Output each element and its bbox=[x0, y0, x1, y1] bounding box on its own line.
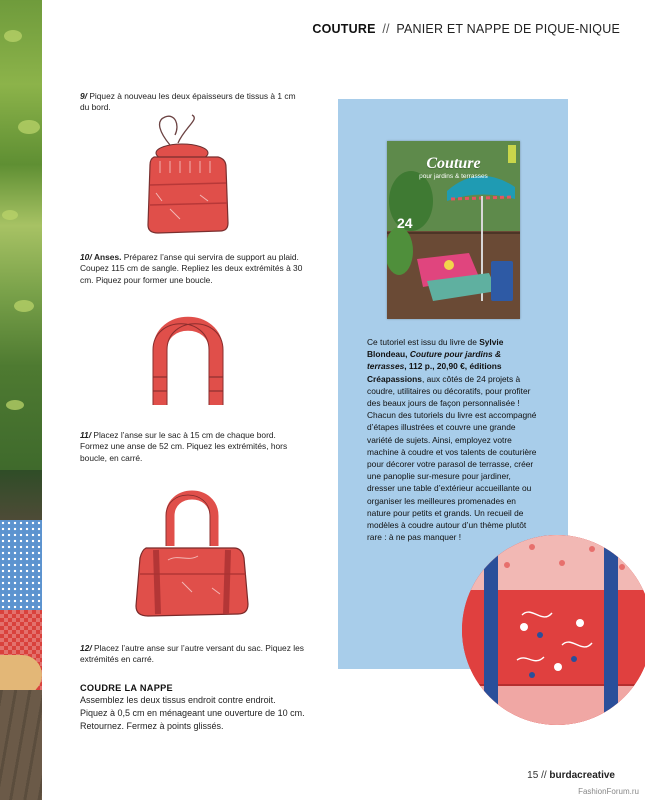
leaf bbox=[18, 120, 40, 134]
step-9 bbox=[80, 91, 305, 114]
footer-brand: burdacreative bbox=[549, 770, 615, 781]
sidebar-intro: Ce tutoriel est issu du livre de bbox=[367, 337, 477, 347]
step-text: Préparez l’anse qui servira de support au plaid. Coupez 115 cm de sangle. Repliez les deux extrémités à 30 cm. Piquez pour former une boucle. bbox=[80, 252, 303, 285]
step-number: 10/ bbox=[80, 252, 92, 262]
sidebar-body: , aux côtés de 24 projets à coudre, utilitaires ou décoratifs, pour profiter des beaux jours de façon personnalisée ! Chacun des tutoriels du livre est accompagné d’étapes illustrées et couvre une grande variété de sujets. Ainsi, employez votre machine à coudre et vos talents de couturière pour décorer votre parasol de terrasse, créer une panoplie sur-mesure pour jardiner, dresser une table d’extérieur accueillante ou organiser les meilleures promenades en nature pour petits et grands. Un recueil de modèles à coudre autour d’un thème plutôt rare : à ne pas manquer ! bbox=[367, 373, 537, 543]
book-subtitle: pour jardins & terrasses bbox=[419, 173, 488, 180]
leaf bbox=[14, 300, 34, 312]
step-10 bbox=[80, 252, 305, 286]
sidebar-book-title: Couture pour jardins & terrasses bbox=[367, 349, 502, 372]
page-header bbox=[312, 22, 620, 36]
step-text: Placez l’anse sur le sac à 15 cm de chaque bord. Formez une anse de 52 cm. Piquez les extrémités, hors boucle, en carré. bbox=[80, 430, 288, 463]
step-12 bbox=[80, 643, 305, 666]
step-number: 12/ bbox=[80, 643, 92, 653]
step-text: Piquez à nouveau les deux épaisseurs de tissus à 1 cm du bord. bbox=[80, 91, 296, 113]
sidebar-author: Sylvie Blondeau, bbox=[367, 337, 504, 360]
header-category: COUTURE bbox=[312, 22, 376, 36]
step-number: 9/ bbox=[80, 91, 87, 101]
finished-bag-photo bbox=[462, 535, 645, 725]
book-title: Couture bbox=[426, 155, 481, 172]
bag-with-handles-illustration bbox=[128, 478, 258, 628]
book-project-count: 24 bbox=[397, 215, 413, 231]
section-heading: COUDRE LA NAPPE bbox=[80, 683, 173, 693]
leaf bbox=[2, 210, 18, 220]
strap-loop-illustration bbox=[138, 295, 238, 415]
step-11 bbox=[80, 430, 305, 464]
wooden-table bbox=[0, 690, 42, 800]
sidebar-text bbox=[367, 336, 539, 543]
page-number: 15 bbox=[527, 770, 539, 781]
leaf bbox=[6, 400, 24, 410]
header-title: PANIER ET NAPPE DE PIQUE-NIQUE bbox=[396, 22, 620, 36]
blue-gingham-hat bbox=[0, 520, 42, 610]
step-text: Placez l’autre anse sur l’autre versant du sac. Piquez les extrémités en carré. bbox=[80, 643, 304, 665]
footer-separator: // bbox=[541, 770, 547, 781]
step-number: 11/ bbox=[80, 430, 92, 440]
step-keyword: Anses. bbox=[93, 252, 122, 262]
page-footer bbox=[527, 770, 615, 781]
left-photo-strip bbox=[0, 0, 42, 800]
section-body: Assemblez les deux tissus endroit contre endroit. Piquez à 0,5 cm en ménageant une ouverture de 10 cm. Retournez. Fermez à points glissés. bbox=[80, 695, 305, 731]
header-separator: // bbox=[382, 22, 390, 36]
baguette bbox=[0, 655, 42, 695]
leaf bbox=[4, 30, 22, 42]
finished-bag-art bbox=[462, 535, 645, 725]
sidebar-details: , 112 p., 20,90 €, éditions Créapassions bbox=[367, 361, 502, 384]
garden-foliage bbox=[0, 0, 42, 470]
watermark: FashionForum.ru bbox=[578, 787, 639, 796]
bag-body-illustration bbox=[130, 113, 240, 243]
book-cover bbox=[387, 141, 520, 319]
